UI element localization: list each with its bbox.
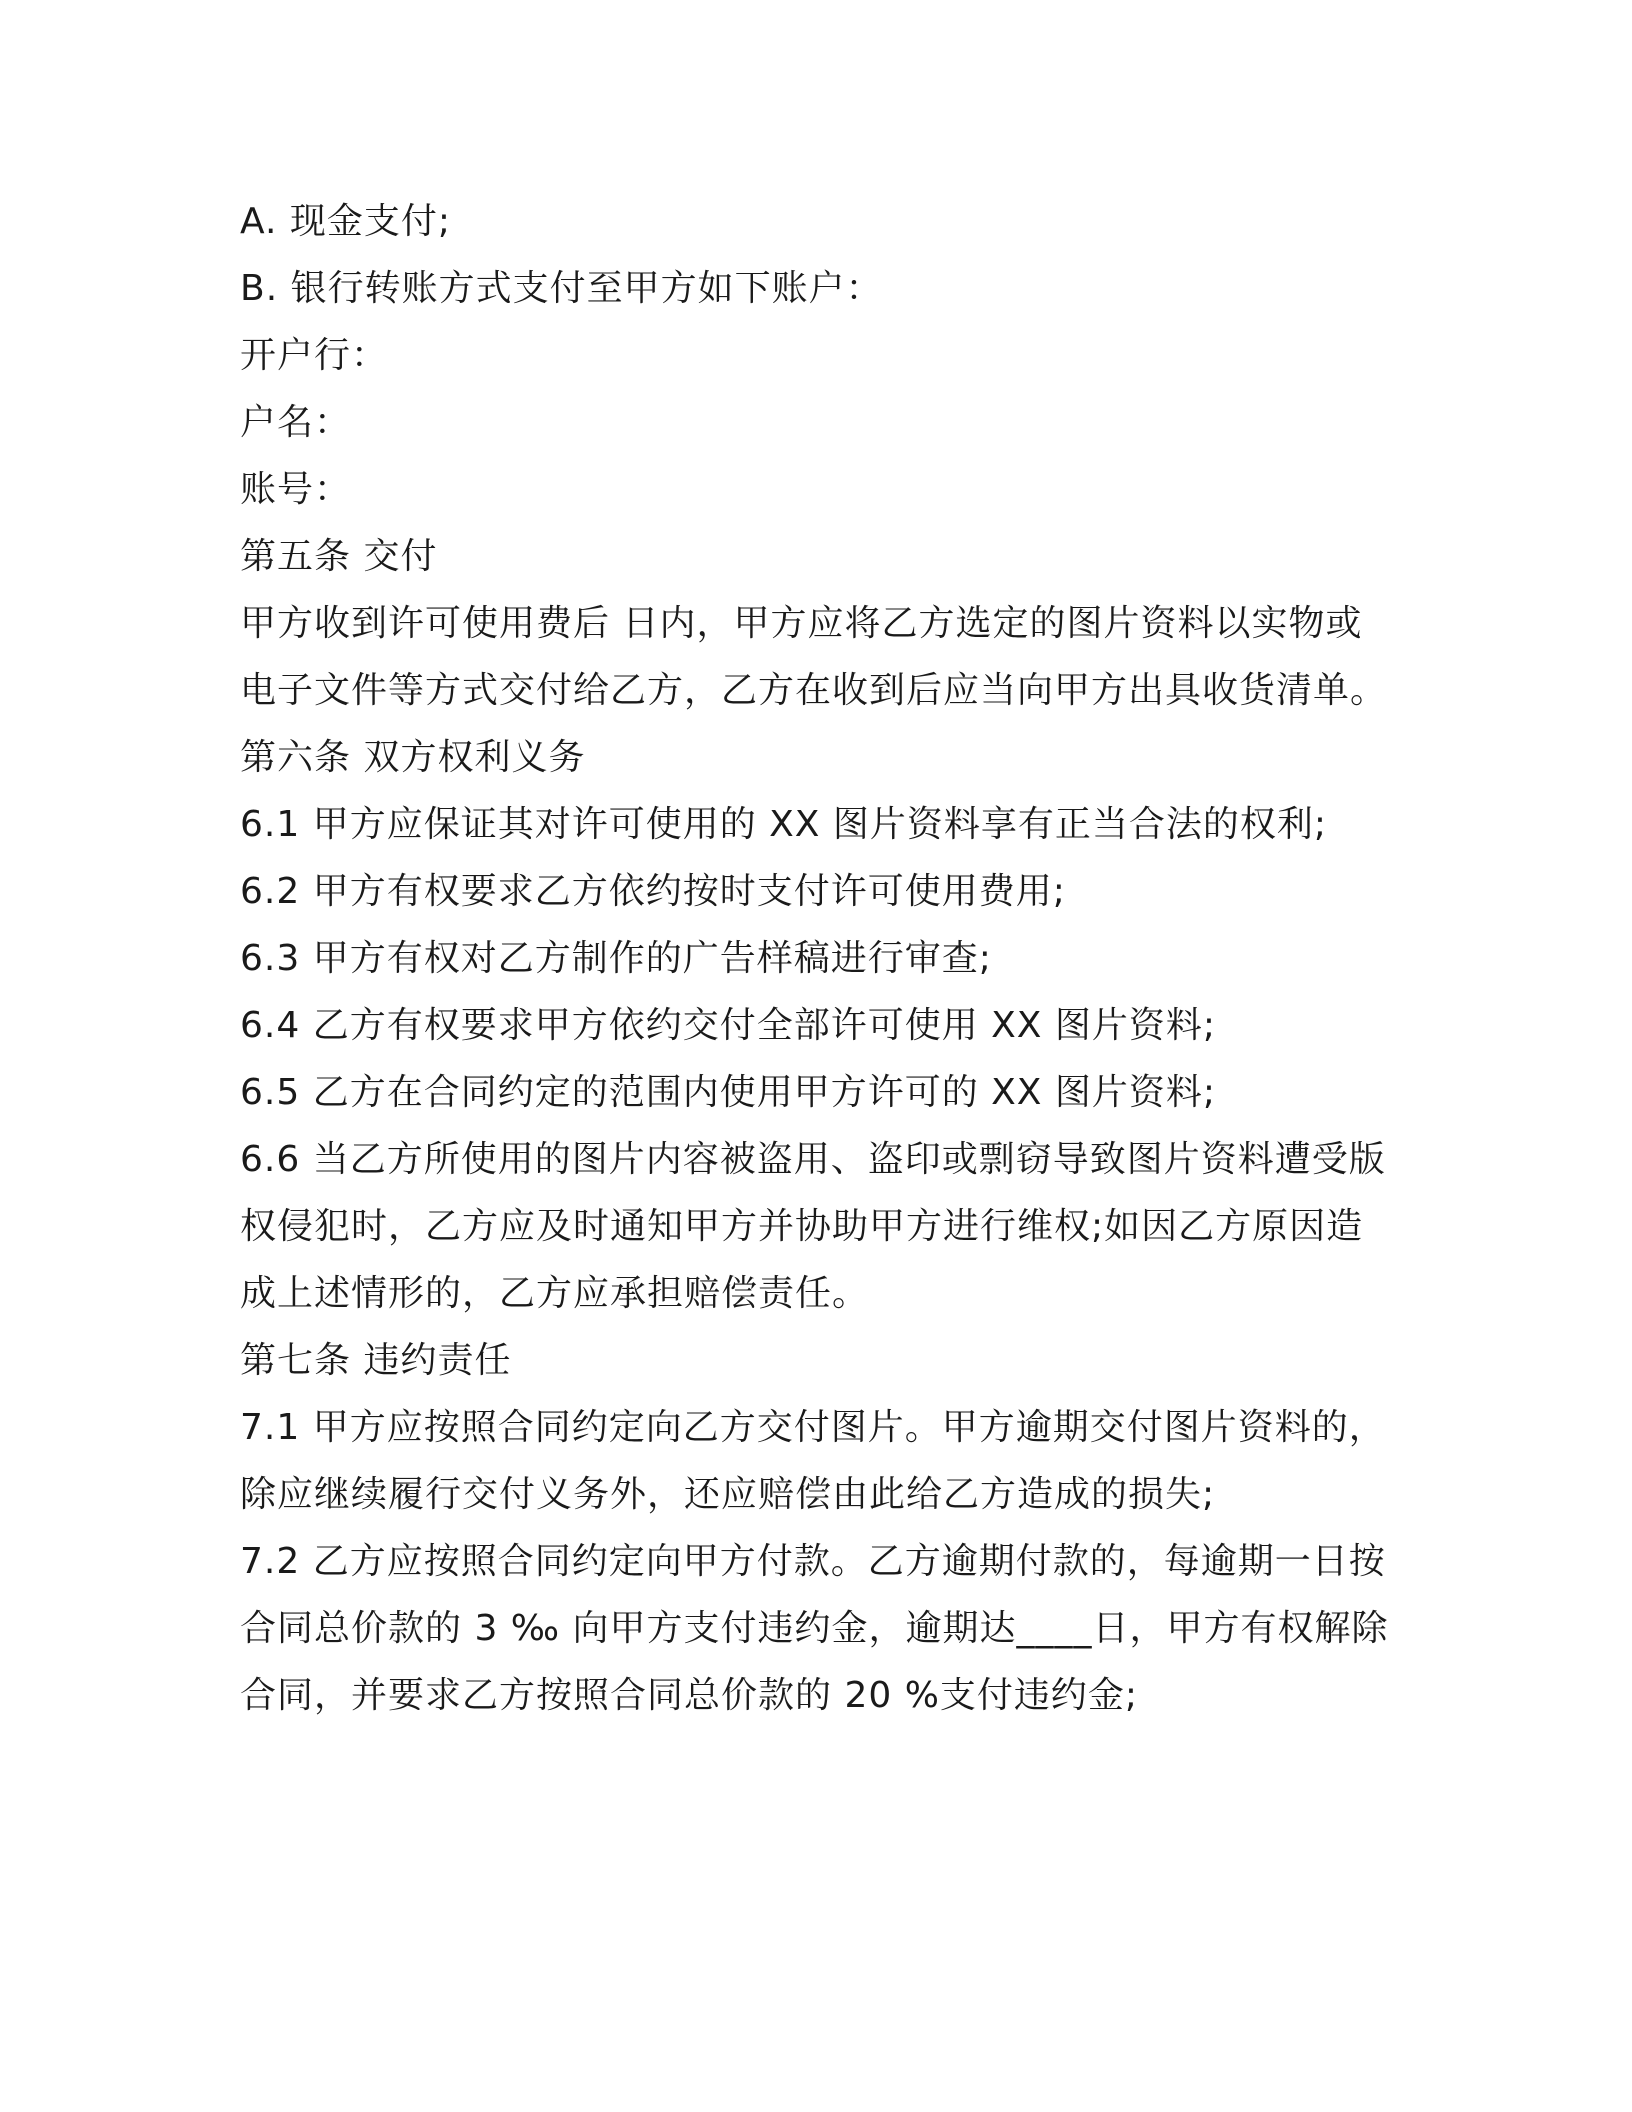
clause-6-1: 6.1 甲方应保证其对许可使用的 XX 图片资料享有正当合法的权利; (240, 804, 1328, 845)
clause-6-6-line-3: 成上述情形的，乙方应承担赔偿责任。 (240, 1273, 870, 1314)
account-number-label: 账号： (240, 469, 352, 510)
article-5-heading: 第五条 交付 (240, 536, 438, 577)
document-body (240, 188, 1400, 1729)
clause-6-3: 6.3 甲方有权对乙方制作的广告样稿进行审查; (240, 938, 992, 979)
clause-6-6-line-2: 权侵犯时，乙方应及时通知甲方并协助甲方进行维权;如因乙方原因造 (240, 1206, 1364, 1247)
article-5-text-line-2: 电子文件等方式交付给乙方，乙方在收到后应当向甲方出具收货清单。 (240, 670, 1388, 711)
clause-6-5: 6.5 乙方在合同约定的范围内使用甲方许可的 XX 图片资料; (240, 1072, 1217, 1113)
article-6-heading: 第六条 双方权利义务 (240, 737, 586, 778)
clause-7-1-line-2: 除应继续履行交付义务外，还应赔偿由此给乙方造成的损失; (240, 1474, 1216, 1515)
payment-option-bank-transfer: B. 银行转账方式支付至甲方如下账户： (240, 268, 883, 309)
clause-6-4: 6.4 乙方有权要求甲方依约交付全部许可使用 XX 图片资料; (240, 1005, 1217, 1046)
clause-7-2-line-1: 7.2 乙方应按照合同约定向甲方付款。乙方逾期付款的，每逾期一日按 (240, 1541, 1386, 1582)
article-5-text-line-1: 甲方收到许可使用费后 日内，甲方应将乙方选定的图片资料以实物或 (240, 603, 1363, 644)
clause-7-2-line-3: 合同，并要求乙方按照合同总价款的 20 %支付违约金; (240, 1675, 1139, 1716)
payment-option-cash: A. 现金支付; (240, 201, 452, 242)
account-name-label: 户名： (240, 402, 352, 443)
bank-name-label: 开户行： (240, 335, 389, 376)
article-7-heading: 第七条 违约责任 (240, 1340, 512, 1381)
clause-6-2: 6.2 甲方有权要求乙方依约按时支付许可使用费用; (240, 871, 1066, 912)
clause-7-1-line-1: 7.1 甲方应按照合同约定向乙方交付图片。甲方逾期交付图片资料的， (240, 1407, 1386, 1448)
clause-7-2-line-2: 合同总价款的 3 ‰ 向甲方支付违约金，逾期达____日，甲方有权解除 (240, 1608, 1389, 1649)
clause-6-6-line-1: 6.6 当乙方所使用的图片内容被盗用、盗印或剽窃导致图片资料遭受版 (240, 1139, 1386, 1180)
